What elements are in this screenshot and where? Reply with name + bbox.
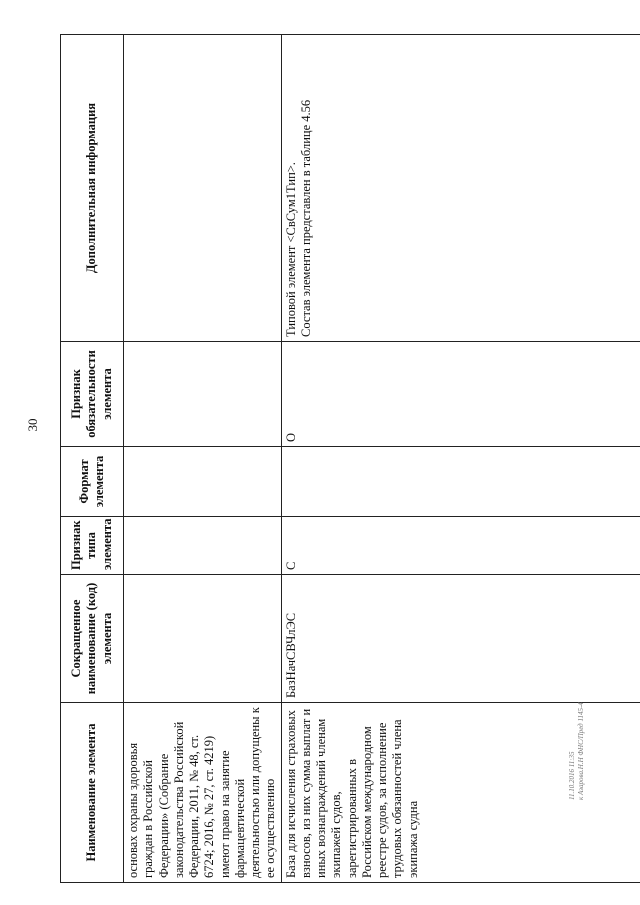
cell-element-type (124, 517, 282, 575)
cell-element-format (124, 447, 282, 517)
cell-element-format (281, 447, 640, 517)
info-line: Типовой элемент <СвСум1Тип>. (283, 162, 298, 337)
cell-element-type: С (281, 517, 640, 575)
cell-element-code: БазНачСВЧлЭС (281, 575, 640, 703)
table-row (124, 35, 282, 883)
stamp-line: 11.10.2016 11:35 (568, 751, 576, 800)
document-stamp (568, 660, 586, 800)
cell-additional-info (124, 35, 282, 342)
header-element-code: Сокращенное наименование (код) элемента (61, 575, 124, 703)
header-element-type: Признак типа элемента (61, 517, 124, 575)
cell-additional-info (281, 35, 640, 342)
info-line: Состав элемента представлен в таблице 4.56 (298, 99, 313, 337)
page-number: 30 (25, 418, 40, 432)
cell-element-name: основах охраны здоровья граждан в Российской Федерации» (Собрание законодательства Российской Федерации, 2011, № 48, ст. 6724; 2016, № 27, ст. 4219) имеют право на занятие фармацевтической деятельностью или допущены к ее осуществлению (124, 703, 282, 883)
cell-element-name: База для исчисления страховых взносов, из них сумма выплат и иных вознаграждений членам экипажей судов, зарегистрированных в Российском международном реестре судов, за исполнение трудовых обязанностей члена экипажа судна (281, 703, 640, 883)
element-spec-table (60, 34, 640, 883)
header-element-required: Признак обязательности элемента (61, 342, 124, 447)
cell-element-required (124, 342, 282, 447)
cell-element-required: О (281, 342, 640, 447)
header-additional-info: Дополнительная информация (61, 35, 124, 342)
header-element-name: Наименование элемента (61, 703, 124, 883)
stamp-line: к Азарова.Н.Н ФНС/Пред 1145-4 (577, 702, 586, 800)
header-element-format: Формат элемента (61, 447, 124, 517)
cell-element-code (124, 575, 282, 703)
table-header-row (61, 35, 124, 883)
rotated-table-container (60, 35, 627, 883)
